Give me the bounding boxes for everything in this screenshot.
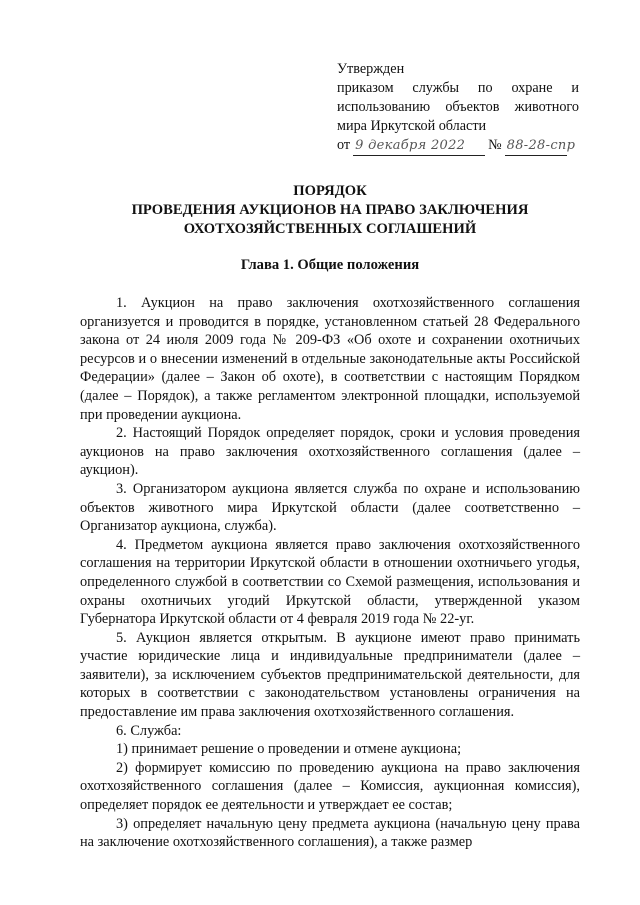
- paragraph: 6. Служба:: [116, 722, 182, 739]
- approval-text-line: использованию объектов животного: [337, 99, 579, 115]
- approval-heading: Утвержден: [337, 61, 405, 77]
- paragraph: 4. Предметом аукциона является право заключения охотхозяйственного соглашения на территории Иркутской области в отношении охотничьего угодья, определенного службой в соответствии со Схемой размещения, использования и охраны охотничьих угодий Иркутской области, утвержденной указом Губернатора Иркутской области от 4 февраля 2019 года № 22-уг.: [80, 536, 580, 628]
- paragraph: 1. Аукцион на право заключения охотхозяйственного соглашения организуется и проводится в порядке, установленном статьей 28 Федерального закона от 24 июля 2009 года № 209-ФЗ «Об охоте и сохранении охотничьих ресурсов и о внесении изменений в отдельные законодательные акты Российской Федерации» (далее – Закон об охоте), в соответствии с настоящим Порядком (далее – Порядок), а также регламентом электронной площадки, используемой при проведении аукциона.: [80, 295, 580, 423]
- title-line: ПОРЯДОК: [293, 183, 367, 199]
- paragraph: 2) формирует комиссию по проведению аукциона на право заключения охотхозяйственного соглашения (далее – Комиссия, аукционная комиссия), определяет порядок ее деятельности и утверждает ее состав;: [80, 759, 580, 814]
- document-title: [80, 182, 580, 239]
- handwritten-number: 88-28-спр: [505, 136, 567, 156]
- paragraph: 2. Настоящий Порядок определяет порядок, сроки и условия проведения аукционов на право заключения охотхозяйственного соглашения (далее – аукцион).: [80, 425, 580, 479]
- paragraph: 1) принимает решение о проведении и отмене аукциона;: [116, 741, 462, 758]
- paragraph: 5. Аукцион является открытым. В аукционе имеют право принимать участие юридические лица и индивидуальные предприниматели (далее – заявители), за исключением субъектов предпринимательской деятельности, для которых в соответствии с законодательством установлены ограничения на предоставление им права заключения охотхозяйственного соглашения.: [80, 629, 580, 721]
- title-line: ПРОВЕДЕНИЯ АУКЦИОНОВ НА ПРАВО ЗАКЛЮЧЕНИЯ: [131, 202, 529, 218]
- approval-date-row: [337, 136, 579, 156]
- number-prefix: №: [488, 137, 502, 153]
- approval-text-line: мира Иркутской области: [337, 118, 487, 134]
- approval-stamp-block: [337, 60, 579, 156]
- chapter-heading: Глава 1. Общие положения: [240, 257, 420, 273]
- title-line: ОХОТХОЗЯЙСТВЕННЫХ СОГЛАШЕНИЙ: [183, 221, 477, 237]
- date-prefix: от: [337, 137, 351, 153]
- handwritten-date: 9 декабря 2022: [353, 136, 485, 156]
- paragraph: 3. Организатором аукциона является служба по охране и использованию объектов животного мира Иркутской области (далее соответственно – Организатор аукциона, служба).: [80, 480, 580, 535]
- paragraph: 3) определяет начальную цену предмета аукциона (начальную цену права на заключение охотхозяйственного соглашения), а также размер: [80, 815, 580, 851]
- approval-text-line: приказом службы по охране и: [337, 80, 579, 96]
- document-body: [80, 294, 580, 852]
